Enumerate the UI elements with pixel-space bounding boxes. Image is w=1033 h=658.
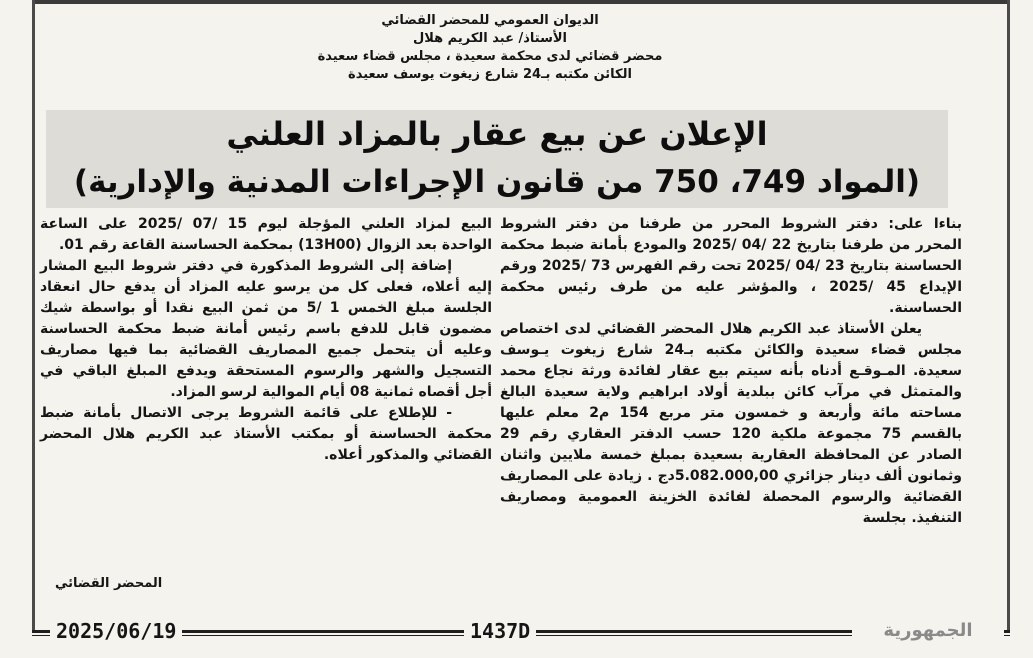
right-paragraph-1: بناءا على: دفتر الشروط المحرر من طرفنا من دفتر الشروط المحرر من طرفنا بتاريخ 22 /04 /2025 والمودع بأمانة ضبط محكمة الحساسنة بتاريخ 23 /04 /2025 تحت رقم الفهرس 73 /2025 ورقم الإيداع 45 /2025 ، والمؤشر عليه من طرف رئيس محكمة الحساسنة. (500, 216, 962, 316)
header-line-4: الكائن مكتبه بـ24 شارع زيغوت يوسف سعيدة (348, 67, 632, 82)
right-column (500, 214, 962, 529)
left-paragraph-2: إضافة إلى الشروط المذكورة في دفتر شروط البيع المشار إليه أعلاه، فعلى كل من يرسو عليه المزاد أن يدفع حال انعقاد الجلسة مبلغ الخمس 1 /5 من ثمن البيع نقدا أو بواسطة شيك مضمون قابل للدفع باسم رئيس أمانة ضبط محكمة الحساسنة وعليه أن يتحمل جميع المصاريف القضائية بما فيها مصاريف التسجيل والشهر والرسوم المستحقة ويدفع المبلغ الباقي في أجل أقصاه ثمانية 08 أيام الموالية لرسو المزاد. (40, 258, 492, 400)
right-border (1007, 0, 1010, 630)
newspaper-logo: الجمهورية (852, 618, 1004, 644)
top-border (32, 0, 1010, 4)
footer-date: 2025/06/19 (50, 618, 182, 644)
page-footer (32, 616, 1010, 646)
header-line-3: محضر قضائي لدى محكمة سعيدة ، مجلس قضاء سعيدة (317, 49, 663, 64)
footer-issue-number: 1437D (464, 618, 536, 644)
signature: المحضر القضائي (55, 576, 163, 591)
left-paragraph-1: البيع لمزاد العلني المؤجلة ليوم 15 /07 /2025 على الساعة الواحدة بعد الزوال (13H00) بمحكمة الحساسنة القاعة رقم 01. (40, 216, 492, 253)
announcement-title: الإعلان عن بيع عقار بالمزاد العلني (226, 115, 768, 153)
left-border (32, 0, 35, 630)
header-line-1: الديوان العمومي للمحضر القضائي (381, 13, 599, 28)
left-paragraph-3: - للإطلاع على قائمة الشروط يرجى الاتصال بأمانة ضبط محكمة الحساسنة أو بمكتب الأستاذ عبد الكريم هلال المحضر القضائي والمذكور أعلاه. (40, 405, 492, 463)
announcement-subtitle: (المواد 749، 750 من قانون الإجراءات المدنية والإدارية) (73, 164, 921, 200)
left-column (40, 214, 492, 466)
header-line-2: الأستاذ/ عبد الكريم هلال (412, 31, 568, 46)
office-header (250, 12, 730, 84)
right-paragraph-2: يعلن الأستاذ عبد الكريم هلال المحضر القضائي لدى اختصاص مجلس قضاء سعيدة والكائن مكتبه بـ24 شارع زيغوت يـوسف سعيدة. المـوقـع أدناه بأنه سيتم بيع عقار لفائدة ورثة نجاع محمد والمتمثل في مرآب كائن ببلدية أولاد ابراهيم ولاية سعيدة البالغ مساحته مائة وأربعة و خمسون متر مربع 154 م2 معلم عليها بالقسم 75 مجموعة ملكية 120 حسب الدفتر العقاري رقم 29 الصادر عن المحافظة العقارية بسعيدة بمبلغ خمسة ملايين واثنان وثمانون ألف دينار جزائري 5.082.000,00دج . زيادة على المصاريف القضائية والرسوم المحصلة لفائدة الخزينة العمومية ومصاريف التنفيذ. بجلسة (500, 321, 963, 526)
